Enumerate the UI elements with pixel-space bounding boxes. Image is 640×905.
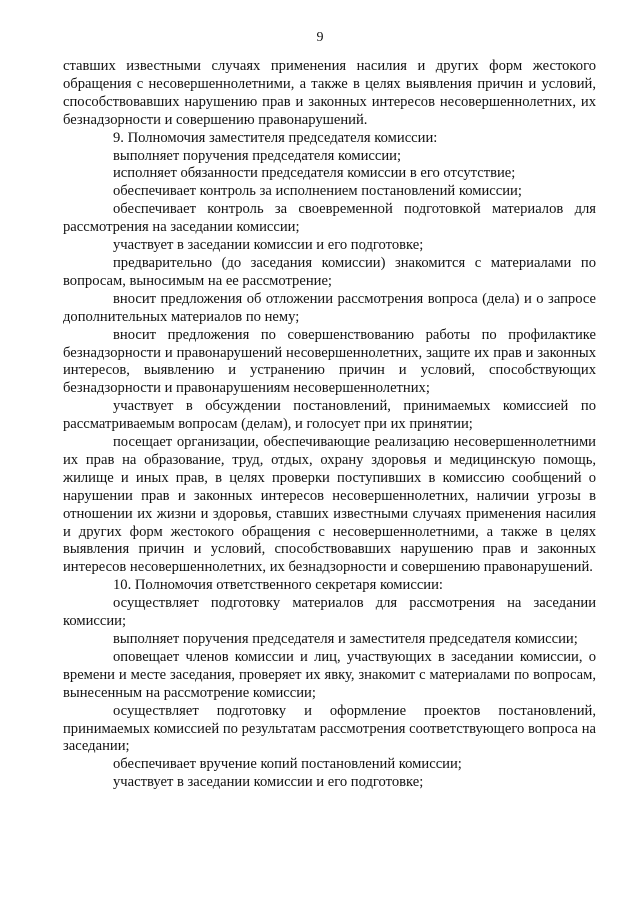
paragraph: ставших известными случаях применения насилия и других форм жестокого обращения с несовершеннолетними, а также в целях выявления причин и условий, способствовавших нарушению прав и законных интересов несовершеннолетних, их безнадзорности и совершению правонарушений.: [63, 58, 596, 128]
paragraph: обеспечивает контроль за своевременной подготовкой материалов для рассмотрения на заседании комиссии;: [63, 201, 596, 236]
paragraph: 10. Полномочия ответственного секретаря комиссии:: [113, 577, 443, 594]
body-text: [63, 58, 596, 792]
paragraph: осуществляет подготовку материалов для рассмотрения на заседании комиссии;: [63, 595, 596, 630]
paragraph: выполняет поручения председателя и заместителя председателя комиссии;: [113, 631, 578, 647]
paragraph: исполняет обязанности председателя комиссии в его отсутствие;: [113, 165, 516, 182]
paragraph: выполняет поручения председателя комиссии;: [113, 147, 402, 164]
paragraph: 9. Полномочия заместителя председателя комиссии:: [113, 129, 438, 146]
paragraph: предварительно (до заседания комиссии) знакомится с материалами по вопросам, выносимым на ее рассмотрение;: [63, 254, 596, 289]
paragraph: вносит предложения по совершенствованию работы по профилактике безнадзорности и правонарушений несовершеннолетних, защите их прав и законных интересов, выявлению и устранению причин и условий, способствующих безнадзорности и правонарушениям несовершеннолетних;: [63, 326, 596, 397]
paragraph: участвует в обсуждении постановлений, принимаемых комиссией по рассматриваемым вопросам (делам), и голосует при их принятии;: [63, 398, 596, 433]
paragraph: обеспечивает контроль за исполнением постановлений комиссии;: [113, 183, 522, 200]
paragraph: обеспечивает вручение копий постановлений комиссии;: [113, 756, 462, 773]
paragraph: вносит предложения об отложении рассмотрения вопроса (дела) и о запросе дополнительных материалов по нему;: [63, 290, 596, 325]
page-number: 9: [316, 30, 324, 45]
paragraph: оповещает членов комиссии и лиц, участвующих в заседании комиссии, о времени и месте заседания, проверяет их явку, знакомит с материалами по вопросам, вынесенным на рассмотрение комиссии;: [63, 648, 596, 701]
paragraph: участвует в заседании комиссии и его подготовке;: [113, 237, 424, 254]
paragraph: участвует в заседании комиссии и его подготовке;: [113, 774, 424, 791]
paragraph: посещает организации, обеспечивающие реализацию несовершеннолетними их прав на образование, труд, отдых, охрану здоровья и медицинскую помощь, жилище и иных прав, в целях проверки поступивших в комиссию сообщений о нарушении прав и законных интересов несовершеннолетних, наличии угрозы в отношении их жизни и здоровья, ставших известными случаях применения насилия и других форм жестокого обращения с несовершеннолетними, а также в целях выявления причин и условий, способствовавших нарушению прав и законных интересов несовершеннолетних, их безнадзорности и совершению правонарушений.: [63, 434, 596, 576]
paragraph: осуществляет подготовку и оформление проектов постановлений, принимаемых комиссией по результатам рассмотрения соответствующего вопроса на заседании;: [63, 702, 596, 755]
